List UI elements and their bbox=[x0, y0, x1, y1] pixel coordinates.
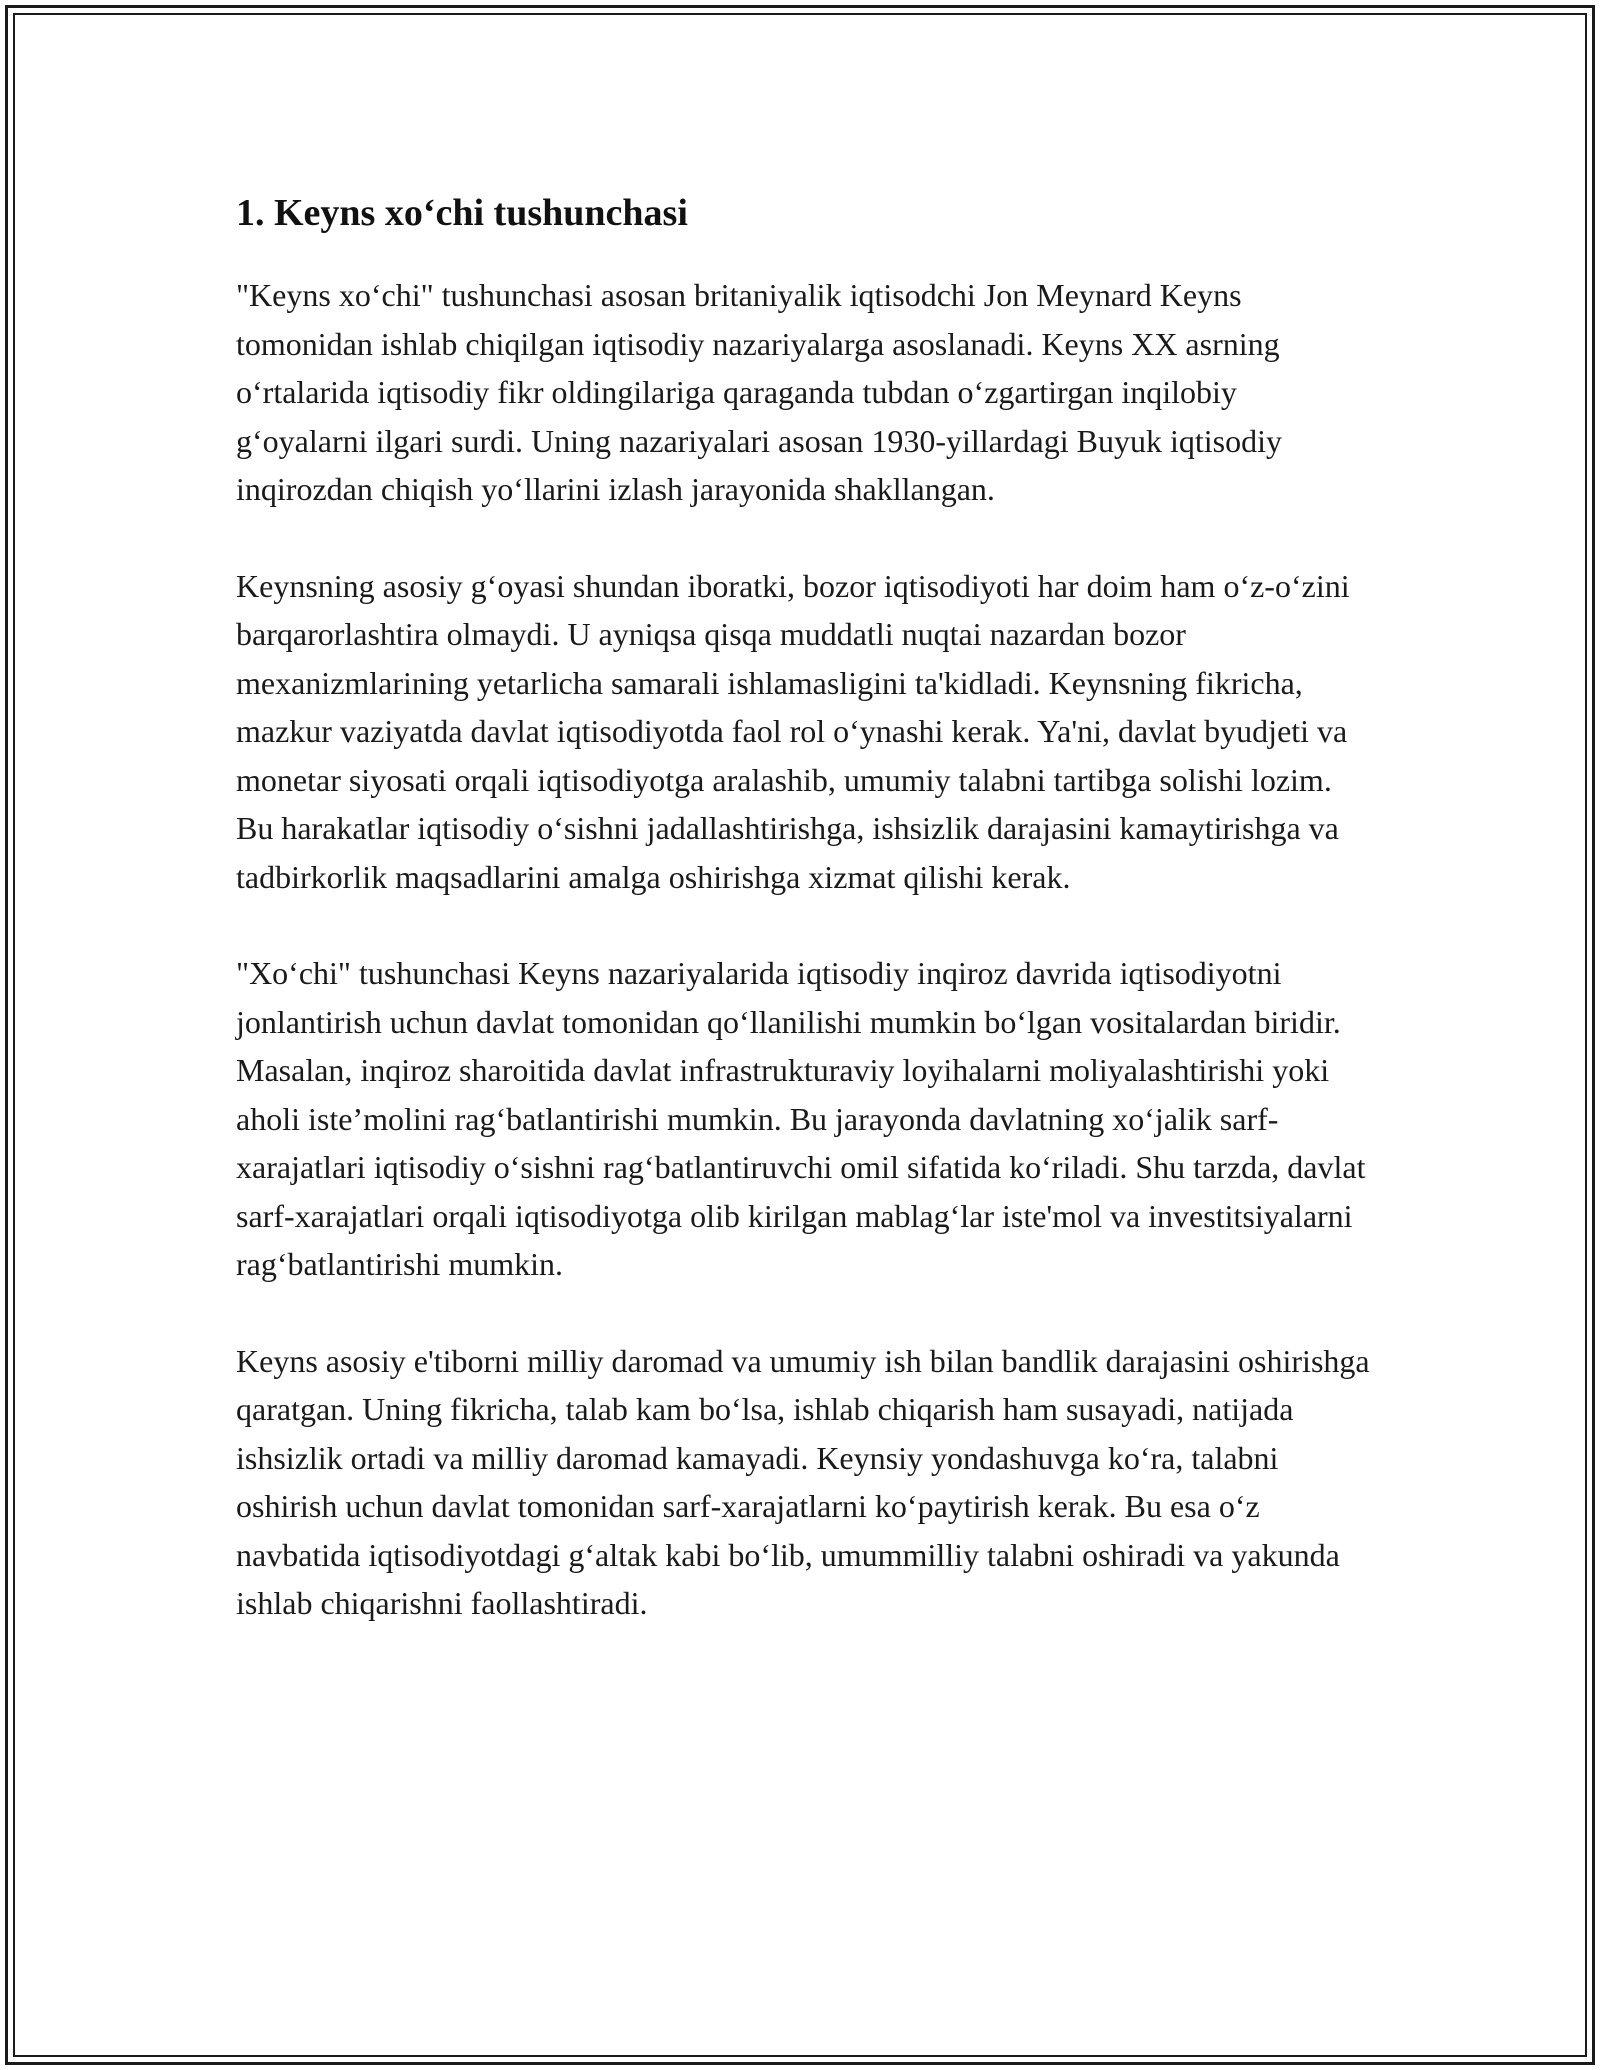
section-heading: 1. Keyns xo‘chi tushunchasi bbox=[236, 192, 688, 234]
document-body bbox=[236, 183, 1376, 1676]
paragraph-2: Keynsning asosiy g‘oyasi shundan iboratki, bozor iqtisodiyoti har doim ham o‘z-o‘zini barqarorlashtira olmaydi. U ayniqsa qisqa muddatli nuqtai nazardan bozor mexanizmlarining yetarlicha samarali ishlamasligini ta'kidladi. Keynsning fikricha, mazkur vaziyatda davlat iqtisodiyotda faol rol o‘ynashi kerak. Ya'ni, davlat byudjeti va monetar siyosati orqali iqtisodiyotga aralashib, umumiy talabni tartibga solishi lozim. Bu harakatlar iqtisodiy o‘sishni jadallashtirishga, ishsizlik darajasini kamaytirishga va tadbirkorlik maqsadlarini amalga oshirishga xizmat qilishi kerak. bbox=[236, 567, 1350, 895]
paragraph-3: "Xo‘chi" tushunchasi Keyns nazariyalarida iqtisodiy inqiroz davrida iqtisodiyotni jonlantirish uchun davlat tomonidan qo‘llanilishi mumkin bo‘lgan vositalardan biridir. Masalan, inqiroz sharoitida davlat infrastrukturaviy loyihalarni moliyalashtirishi yoki aholi iste’molini rag‘batlantirishi mumkin. Bu jarayonda davlatning xo‘jalik sarf-xarajatlari iqtisodiy o‘sishni rag‘batlantiruvchi omil sifatida ko‘riladi. Shu tarzda, davlat sarf-xarajatlari orqali iqtisodiyotga olib kirilgan mablag‘lar iste'mol va investitsiyalarni rag‘batlantirishi mumkin. bbox=[236, 955, 1366, 1282]
paragraph-4: Keyns asosiy e'tiborni milliy daromad va umumiy ish bilan bandlik darajasini oshirishga qaratgan. Uning fikricha, talab kam bo‘lsa, ishlab chiqarish ham susayadi, natijada ishsizlik ortadi va milliy daromad kamayadi. Keynsiy yondashuvga ko‘ra, talabni oshirish uchun davlat tomonidan sarf-xarajatlarni ko‘paytirish kerak. Bu esa o‘z navbatida iqtisodiyotdagi g‘altak kabi bo‘lib, umummilliy talabni oshiradi va yakunda ishlab chiqarishni faollashtiradi. bbox=[236, 1342, 1370, 1621]
paragraph-1: "Keyns xo‘chi" tushunchasi asosan britaniyalik iqtisodchi Jon Meynard Keyns tomonidan ishlab chiqilgan iqtisodiy nazariyalarga asoslanadi. Keyns XX asrning o‘rtalarida iqtisodiy fikr oldingilariga qaraganda tubdan o‘zgartirgan inqilobiy g‘oyalarni ilgari surdi. Uning nazariyalari asosan 1930-yillardagi Buyuk iqtisodiy inqirozdan chiqish yo‘llarini izlash jarayonida shakllangan. bbox=[236, 277, 1282, 507]
